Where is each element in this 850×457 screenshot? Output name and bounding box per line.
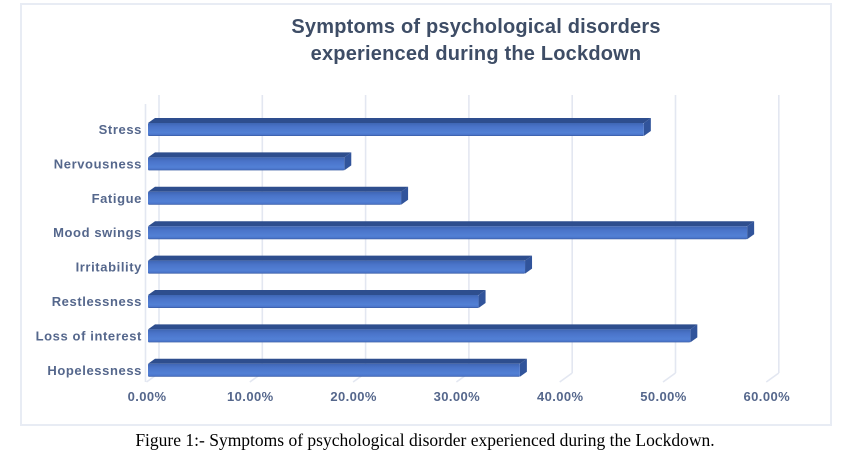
bar-top-bevel: [148, 359, 527, 364]
bar-chart: [22, 5, 830, 422]
gridline-floor-tick: [766, 373, 779, 382]
category-label: Irritability: [75, 259, 142, 275]
x-axis-tick-label: 20.00%: [330, 389, 377, 404]
bar-top-bevel: [148, 290, 486, 295]
x-axis-tick-label: 10.00%: [227, 389, 274, 404]
bar-top-bevel: [148, 256, 532, 261]
bar-nervousness: [148, 157, 344, 170]
x-axis-tick-label: 60.00%: [743, 389, 791, 404]
bar-loss-of-interest: [148, 329, 690, 342]
chart-title-line-2: experienced during the Lockdown: [310, 43, 642, 65]
gridline-floor-tick: [663, 373, 676, 382]
category-label: Hopelessness: [47, 362, 142, 378]
x-axis-tick-label: 0.00%: [127, 389, 167, 404]
category-label: Loss of interest: [35, 328, 142, 344]
gridline-floor-tick: [560, 373, 573, 382]
category-label: Fatigue: [91, 190, 142, 206]
figure-caption: Figure 1:- Symptoms of psychological disorder experienced during the Lockdown.: [135, 430, 715, 450]
chart-title-line-1: Symptoms of psychological disorders: [291, 16, 661, 38]
x-axis-tick-label: 40.00%: [536, 389, 584, 404]
bar-mood-swings: [148, 226, 747, 239]
x-axis-tick-label: 50.00%: [640, 389, 687, 404]
category-label: Nervousness: [53, 156, 142, 172]
bar-stress: [148, 123, 644, 136]
bar-fatigue: [148, 192, 401, 205]
bar-top-bevel: [148, 118, 651, 123]
bar-top-bevel: [148, 152, 351, 157]
bar-irritability: [148, 261, 525, 274]
category-label: Mood swings: [53, 225, 142, 241]
bar-hopelessness: [148, 364, 520, 377]
chart-frame: [20, 3, 832, 426]
category-label: Restlessness: [51, 294, 142, 309]
bar-top-bevel: [148, 324, 697, 329]
bar-restlessness: [148, 295, 479, 308]
x-axis-tick-label: 30.00%: [433, 389, 481, 404]
bars: [148, 118, 754, 377]
bar-top-bevel: [148, 187, 408, 192]
category-label: Stress: [98, 122, 142, 137]
bar-top-bevel: [148, 221, 754, 226]
